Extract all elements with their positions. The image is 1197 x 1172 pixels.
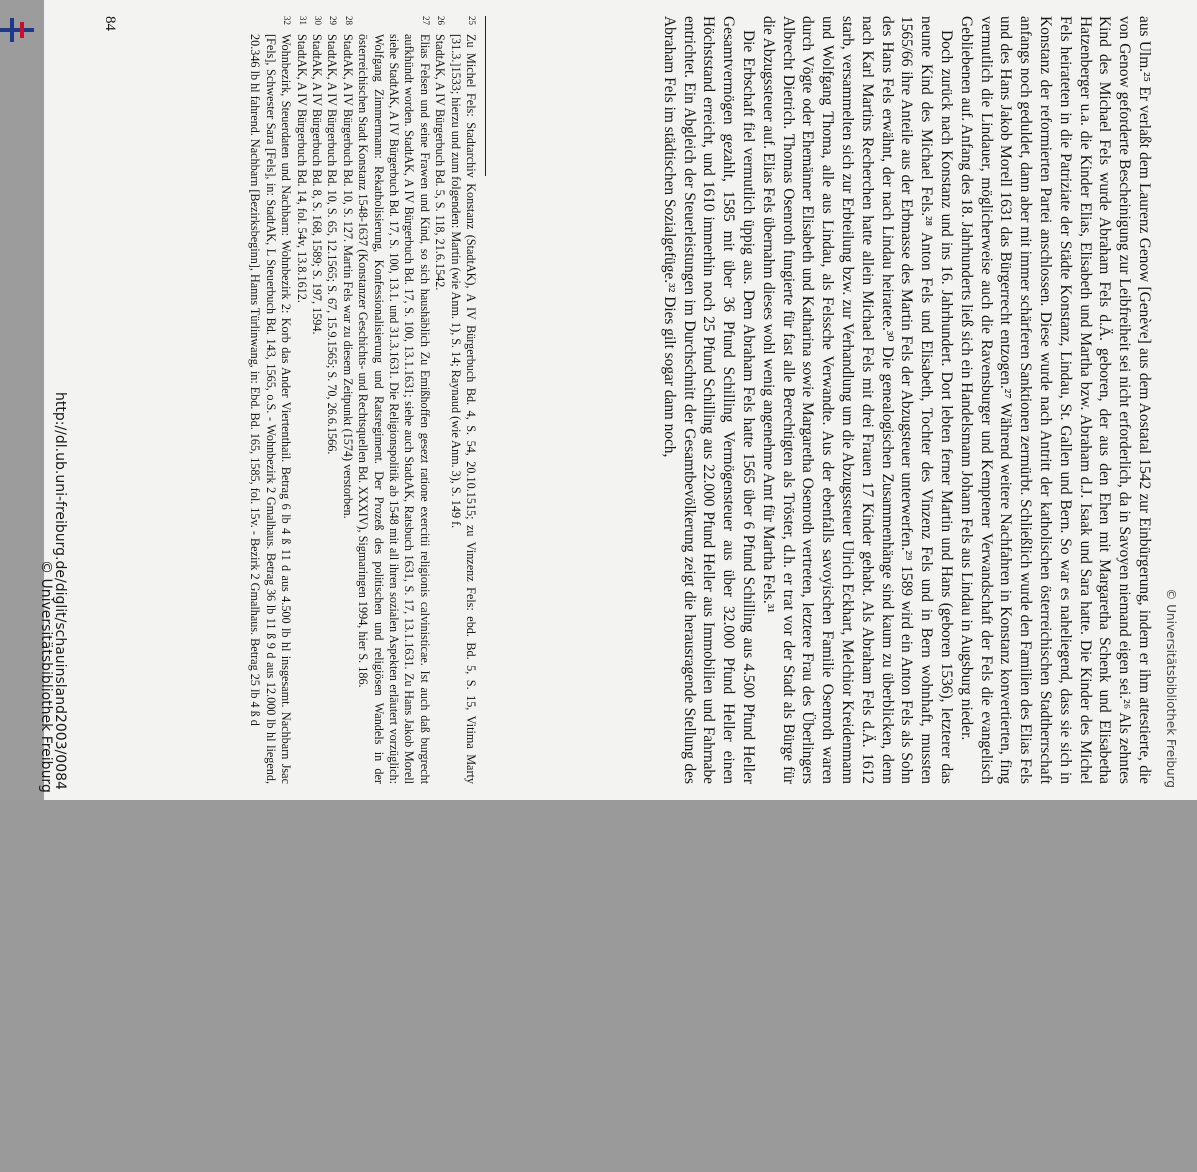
- footnote-text: StadtAK, A IV Bürgerbuch Bd. 5, S. 118, 21.6.1542.: [433, 34, 448, 291]
- page-header: © Universitätsbibliothek Freiburg: [1164, 588, 1178, 788]
- footnote: [309, 16, 324, 784]
- source-url[interactable]: http://dl.ub.uni-freiburg.de/diglit/schauinsland2003/0084: [52, 392, 68, 790]
- footnote-rule: [485, 16, 486, 176]
- footnote-text: Wohnbezirk, Steuerdaten und Nachbarn: Wohnbezirk 2: Korb das Ander Viertenthail. Betrag 6 lb 4 ß 11 d aus 4.500 lb hl insgesamt. Nachbarn Jsac [Fels], Schwester Sara [Fels], in: StadtAK, L Steuerbuch Bd. 143, 1565, o.S. - Wohnbezirk 2 Gmalhaus. Betrag 36 lb 11 ß 9 d aus 12.000 lb hl liegend, 20.346 lb hl fahrend. Nachbarn [Bezirksbeginn], Hanns Türlinwang, in: Ebd. Bd. 165, 1585, fol. 15v. - Bezirk 2 Gmalhaus. Betrag 25 lb 4 ß d: [248, 34, 294, 784]
- footnote-number: 32: [282, 16, 293, 25]
- footnote-number: 28: [343, 16, 354, 25]
- footnote: [355, 16, 432, 784]
- footnote: [447, 16, 478, 784]
- copyright-notice: © Universitätsbibliothek Freiburg: [38, 560, 54, 793]
- footnote-text: StadtAK, A IV Bürgerbuch Bd. 14, fol. 54v, 13.8.1612.: [294, 34, 309, 303]
- footnote: [324, 16, 339, 784]
- body-text: [659, 16, 1154, 784]
- footnote: [247, 16, 293, 784]
- footnote: [432, 16, 447, 784]
- paragraph: Die Erbschaft fiel vermutlich üppig aus. Dem Abraham Fels hatte 1565 über 6 Pfund Schilling aus 4.500 Pfund Heller Gesamtvermögen gezahlt, 1585 mit über 36 Pfund Schilling Vermögensteuer aus über 32.000 Pfund Heller einen Höchststand erreicht, und 1610 immerhin noch 25 Pfund Schilling aus 22.000 Pfund Heller aus Immobilien und Fahrnabe entrichtet. Ein Abgleich der Steuerleistungen im Durchschnitt der Gesamtbevölkerung zeigt die herausragende Stellung des Abraham Fels im städtischen Sozialgefüge.³² Dies gilt sogar dann noch,: [660, 16, 758, 784]
- page-number: 84: [102, 16, 118, 31]
- footnote-number: 25: [467, 16, 477, 25]
- footnote-text: StadtAK, A IV Bürgerbuch Bd. 10, S. 127. Martin Fels war zu diesem Zeitpunkt (1574) verstorben.: [340, 34, 355, 519]
- footnote-text: Zu Michel Fels: Stadtarchiv Konstanz (StadtAK), A IV Bürgerbuch Bd. 4, S. 54, 20.10.1515; zu Vinzenz Fels: ebd. Bd. 5, S. 15, Vitima Marty [31.3.]1533; hierzu und zum folgenden: Martin (wie Anm. 1), S. 14; Raynaud (wie Anm. 3), S. 149 f.: [448, 34, 478, 784]
- page-content-rotated: [84, 0, 1184, 800]
- footnote-number: 30: [312, 16, 323, 25]
- paragraph: Doch zurück nach Konstanz und ins 16. Jahrhundert. Dort lebten ferner Martin und Hans (geboren 1536), letzterer das neunte Kind des Michael Fels.²⁸ Anton Fels und Elisabeth, Tochter des Vinzenz Fels und in Bern wohnhaft, mussten 1565/66 ihre Anteile aus der Erbmasse des Martin Fels der Abzugsteuer unterwerfen.²⁹ 1589 wird ein Anton Fels als Sohn des Hans Fels erwähnt, der nach Lindau heiratete.³⁰ Die genealogischen Zusammenhänge sind kaum zu überblicken, denn nach Karl Martins Recherchen hatte allein Michael Fels mit drei Frauen 17 Kinder gehabt. Als Abraham Fels d.Ä. 1612 starb, versammelten sich zur Erbteilung bzw. zur Verhandlung um die Abzugssteuer Ulrich Eckhart, Melchior Kreidenmann und Wolfgang Thoma, alle aus Lindau, als Felssche Verwandte. Aus der ebenfalls savoyischen Familie Osenroth waren durch Vögte oder Ehemänner Elisabeth und Katharina sowie Margaretha Osenroth vertreten, letztere Frau des Überlingers Albrecht Dietrich. Thomas Osenroth fungierte für fast alle Berechtigten als Tröster, d.h. er trat vor der Stadt als Bürge für die Abzugssteuer auf. Elias Fels übernahm dieses wohl wenig angenehme Amt für Martha Fels.³¹: [759, 16, 956, 784]
- footnote-text: StadtAK, A IV Bürgerbuch Bd. 10, S. 65, 12.1565; S. 67, 15.9.1565; S. 70, 26.6.1566.: [325, 34, 340, 455]
- footnote: [293, 16, 308, 784]
- paragraph: aus Ulm.²⁵ Er verlaßt dem Laurenz Genow [Genève] aus dem Aostatal 1542 zur Einbürgerung, indem er ihm attestierte, die von Genow geforderte Bescheinigung zur Leibfreiheit sei nicht erforderlich, da in Savoyen niemand eigen sei.²⁶ Als zehntes Kind des Michael Fels wurde Abraham Fels d.Ä. geboren, der aus den Ehen mit Margaretha Schenk und Elisabetha Hatzenberger u.a. die Kinder Elias, Elisabeth und Martha bzw. Abraham d.J. Isaak und Sara hatte. Die Kinder des Michel Fels heirateten in die Patriziate der Städte Konstanz, Lindau, St. Gallen und Bern. So war es naheliegend, dass sie sich in Konstanz der reformierten Partei anschlossen. Diese wurde nach Antritt der katholischen österreichischen Stadtherrschaft anfangs noch geduldet, dann aber mit immer schärferen Sanktionen zermürbt. Schließlich wurde den Familien des Elias Fels und des Hans Jakob Morell 1631 das Bürgerrecht entzogen.²⁷ Während weitere Nachfahren in Konstanz konvertierten, fing vermutlich die Lindauer, möglicherweise auch die Ravensburger und Kemptener Verwandschaft der Fels die evangelisch Gebliebenen auf. Anfang des 18. Jahrhunderts ließ sich ein Handelsmann Johann Fels aus Lindau in Augsburg nieder.: [957, 16, 1153, 784]
- footnote-number: 31: [297, 16, 308, 25]
- scanned-page: [38, 0, 1197, 800]
- footnotes: [247, 16, 478, 784]
- library-logo-icon: [0, 14, 34, 48]
- footnote-text: StadtAK, A IV Bürgerbuch Bd. 8, S. 168, 1589; S. 197, 1594.: [309, 34, 324, 335]
- footnote-number: 27: [420, 16, 431, 25]
- footnote: [339, 16, 354, 784]
- footnote-text: Elias Felsen und seine Frawen und Kind, so sich haushäblich Zu Emißhoffen gesezt ratione exercitii religionis calvinisticae. Ist auch daß burgrecht aufkhündt worden. StadtAK, A IV Bürgerbuch Bd. 17, S. 100, 13.1.1631; siehe auch StadtAK, Ratsbuch 1631, S. 17, 13.1.1631. Zu Hans Jakob Morell siehe StadtAK, A IV Bürgerbuch Bd. 17, S. 100, 13.1. und 31.3.1631. Die Religionspolitik ab 1548 mit all ihren sozialen Aspekten erläutert vorzüglich: Wolfgang Zimmermann: Rekatholisierung, Konfessionalisierung und Ratsregiment. Der Prozeß des politischen und religiösen Wandels in der österreichischen Stadt Konstanz 1548-1637 (Konstanzer Geschichts- und Rechtsquellen Bd. XXXIV), Sigmaringen 1994, hier S. 186.: [356, 34, 432, 784]
- footnote-number: 26: [436, 16, 447, 25]
- footnote-number: 29: [328, 16, 339, 25]
